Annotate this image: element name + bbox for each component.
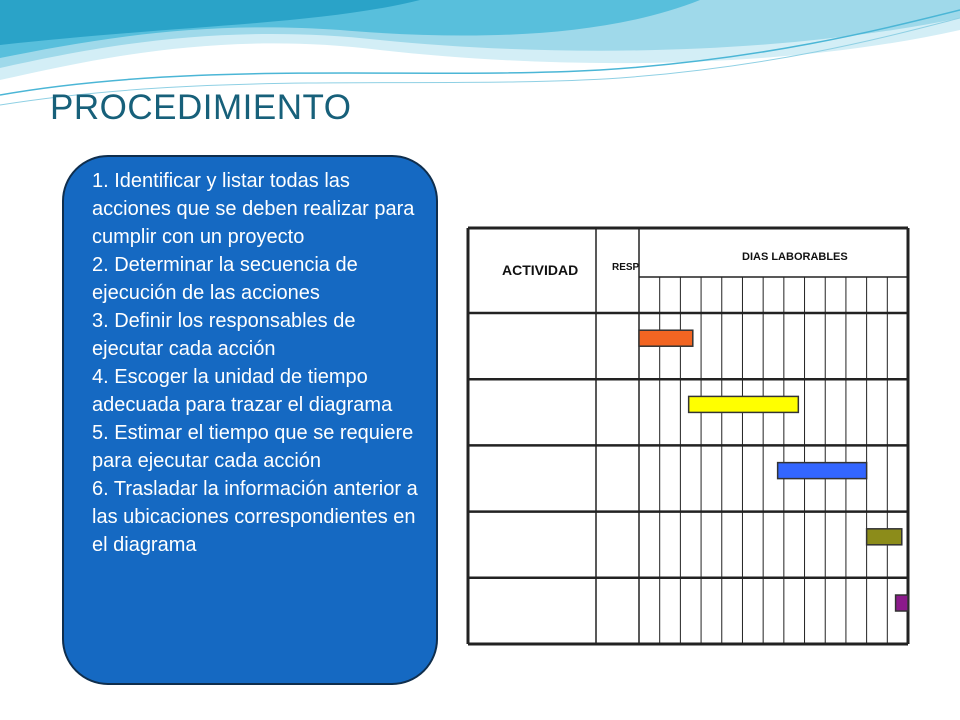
header-days: DIAS LABORABLES <box>742 251 848 263</box>
step-1: 1. Identificar y listar todas las acciones que se deben realizar para cumplir con un proyecto <box>92 170 415 248</box>
gantt-task-bar-4 <box>867 529 902 545</box>
step-5: 5. Estimar el tiempo que se requiere para ejecutar cada acción <box>92 422 414 472</box>
gantt-chart <box>460 220 912 650</box>
gantt-task-bar-3 <box>778 463 867 479</box>
procedure-steps-box <box>62 155 438 685</box>
step-2: 2. Determinar la secuencia de ejecución de las acciones <box>92 254 358 304</box>
step-6: 6. Trasladar la información anterior a las ubicaciones correspondientes en el diagrama <box>92 478 418 556</box>
step-4: 4. Escoger la unidad de tiempo adecuada para trazar el diagrama <box>92 366 393 416</box>
header-activity: ACTIVIDAD <box>502 262 579 278</box>
gantt-task-bar-1 <box>639 330 693 346</box>
gantt-task-bar-5 <box>896 595 908 611</box>
step-3: 3. Definir los responsables de ejecutar cada acción <box>92 310 356 360</box>
header-resp: RESP <box>612 262 640 273</box>
gantt-task-bar-2 <box>689 396 799 412</box>
page-title: PROCEDIMIENTO <box>50 88 352 127</box>
